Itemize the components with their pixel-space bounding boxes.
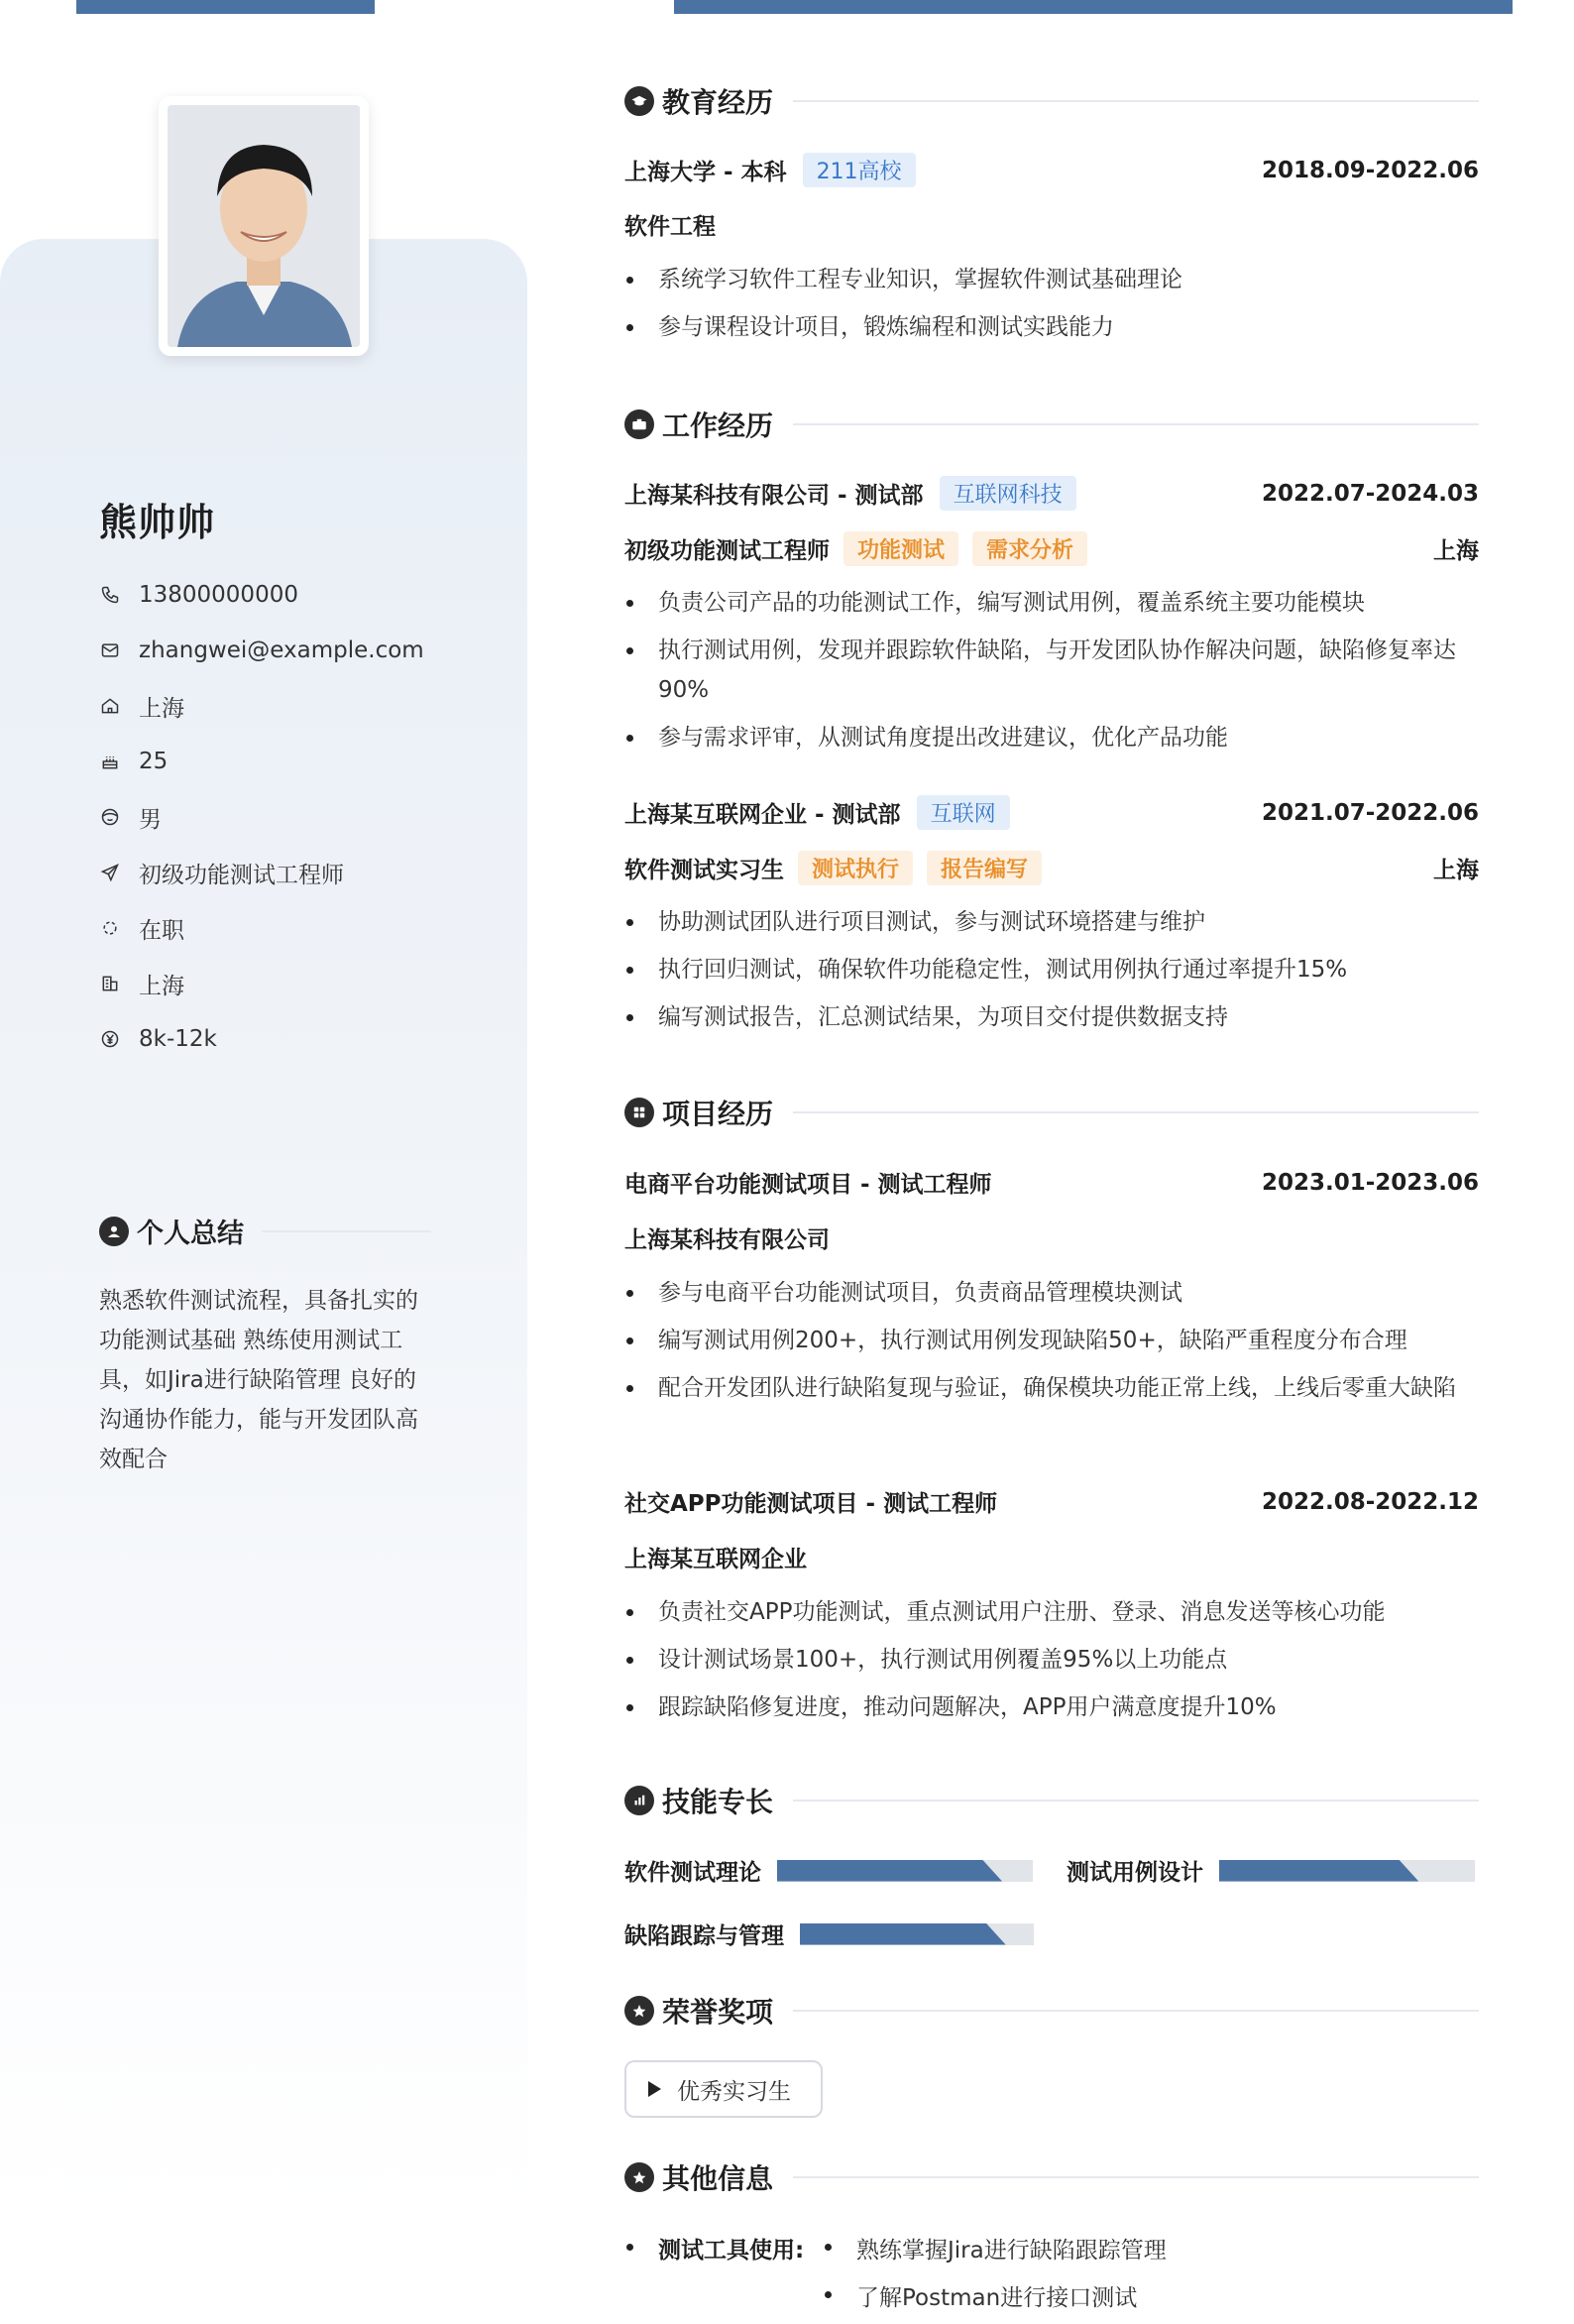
skill-item bbox=[1067, 1854, 1475, 1887]
work-title-text: 工作经历 bbox=[662, 409, 774, 442]
play-icon bbox=[648, 2081, 661, 2097]
list-item: 了解Postman进行接口测试 bbox=[823, 2274, 1167, 2322]
gender-text: 男 bbox=[139, 806, 162, 833]
job-role: 初级功能测试工程师 bbox=[624, 538, 830, 564]
list-item: 执行测试用例，发现并跟踪软件缺陷，与开发团队协作解决问题，缺陷修复率达90% bbox=[624, 631, 1479, 710]
list-item: 参与课程设计项目，锻炼编程和测试实践能力 bbox=[624, 307, 1479, 347]
age-text: 25 bbox=[139, 749, 169, 774]
award-item-button[interactable] bbox=[624, 2060, 823, 2118]
info-status bbox=[99, 900, 424, 956]
education-bullets bbox=[624, 260, 1479, 355]
work-section-title bbox=[624, 405, 1479, 444]
skill-tag: 功能测试 bbox=[843, 531, 958, 566]
skill-item bbox=[624, 1854, 1033, 1887]
status-icon bbox=[99, 917, 121, 939]
job-date: 2022.07-2024.03 bbox=[1261, 480, 1479, 507]
divider bbox=[793, 2176, 1479, 2178]
industry-tag: 互联网科技 bbox=[940, 476, 1076, 511]
education-major-row bbox=[624, 208, 1479, 241]
job-role-row bbox=[624, 851, 1479, 885]
project-company-row bbox=[624, 1541, 1479, 1573]
other-info bbox=[624, 2227, 1167, 2322]
honors-section-title bbox=[624, 1991, 1479, 2031]
building-icon bbox=[99, 973, 121, 994]
job-role-row bbox=[624, 531, 1479, 566]
info-location bbox=[99, 678, 424, 734]
skill-bar-fill bbox=[1219, 1860, 1418, 1882]
top-accent-bar-left bbox=[76, 0, 375, 14]
list-item: 设计测试场景100+，执行测试用例覆盖95%以上功能点 bbox=[624, 1640, 1479, 1680]
project-name: 电商平台功能测试项目 - 测试工程师 bbox=[624, 1172, 992, 1198]
list-item: 系统学习软件工程专业知识，掌握软件测试基础理论 bbox=[624, 260, 1479, 299]
skill-bar-fill bbox=[800, 1923, 1006, 1945]
cake-icon bbox=[99, 751, 121, 772]
phone-text: 13800000000 bbox=[139, 582, 298, 608]
skill-name: 缺陷跟踪与管理 bbox=[624, 1923, 784, 1949]
company-name: 上海某互联网企业 - 测试部 bbox=[624, 802, 901, 828]
info-email bbox=[99, 623, 424, 678]
projects-title-text: 项目经历 bbox=[662, 1098, 774, 1130]
info-gender bbox=[99, 789, 424, 845]
salary-text: 8k-12k bbox=[139, 1026, 217, 1052]
project-company: 上海某互联网企业 bbox=[624, 1547, 807, 1572]
school-tag: 211高校 bbox=[803, 153, 916, 187]
other-info-item bbox=[624, 2227, 1167, 2322]
projects-section-title bbox=[624, 1093, 1479, 1132]
position-text: 初级功能测试工程师 bbox=[139, 862, 344, 888]
status-text: 在职 bbox=[139, 917, 184, 944]
honors-title-text: 荣誉奖项 bbox=[662, 1996, 774, 2029]
job-bullets bbox=[624, 902, 1479, 1045]
candidate-name: 熊帅帅 bbox=[99, 501, 216, 544]
skill-bar-fill bbox=[777, 1860, 1002, 1882]
list-item: 编写测试报告，汇总测试结果，为项目交付提供数据支持 bbox=[624, 997, 1479, 1037]
user-icon bbox=[99, 1217, 129, 1246]
summary-title-text: 个人总结 bbox=[137, 1219, 244, 1249]
project-bullets bbox=[624, 1592, 1479, 1735]
profile-photo bbox=[168, 105, 360, 347]
skill-name: 测试用例设计 bbox=[1067, 1860, 1203, 1886]
industry-tag: 互联网 bbox=[917, 795, 1010, 830]
school-name: 上海大学 - 本科 bbox=[624, 160, 787, 185]
education-header bbox=[624, 153, 1479, 187]
skill-tag: 报告编写 bbox=[927, 851, 1042, 885]
award-label: 优秀实习生 bbox=[677, 2078, 791, 2105]
list-item: 编写测试用例200+，执行测试用例发现缺陷50+，缺陷严重程度分布合理 bbox=[624, 1321, 1479, 1360]
chart-icon bbox=[624, 1786, 654, 1815]
education-title-text: 教育经历 bbox=[662, 86, 774, 119]
list-item: 熟练掌握Jira进行缺陷跟踪管理 bbox=[823, 2227, 1167, 2274]
education-section-title bbox=[624, 81, 1479, 121]
home-icon bbox=[99, 695, 121, 717]
location-text: 上海 bbox=[139, 695, 184, 722]
list-item: 执行回归测试，确保软件功能稳定性，测试用例执行通过率提升15% bbox=[624, 950, 1479, 989]
project-date: 2022.08-2022.12 bbox=[1261, 1488, 1479, 1515]
divider bbox=[793, 2010, 1479, 2012]
other-info-values bbox=[823, 2227, 1167, 2322]
avatar-illustration bbox=[168, 105, 360, 347]
graduation-cap-icon bbox=[624, 86, 654, 116]
job-header bbox=[624, 476, 1479, 511]
divider bbox=[262, 1230, 431, 1232]
skill-bar bbox=[777, 1860, 1033, 1882]
major-name: 软件工程 bbox=[624, 214, 716, 240]
job-role: 软件测试实习生 bbox=[624, 858, 784, 883]
contact-info bbox=[99, 567, 424, 1067]
skill-tag: 测试执行 bbox=[798, 851, 913, 885]
phone-icon bbox=[99, 584, 121, 606]
email-text: zhangwei@example.com bbox=[139, 638, 424, 663]
yen-icon bbox=[99, 1028, 121, 1050]
job-city: 上海 bbox=[1433, 538, 1479, 564]
project-company: 上海某科技有限公司 bbox=[624, 1227, 830, 1253]
send-icon bbox=[99, 862, 121, 883]
profile-photo-frame bbox=[159, 96, 369, 356]
company-name: 上海某科技有限公司 - 测试部 bbox=[624, 483, 924, 509]
divider bbox=[793, 1800, 1479, 1801]
job-bullets bbox=[624, 583, 1479, 765]
award-icon bbox=[624, 1996, 654, 2026]
list-item: 配合开发团队进行缺陷复现与验证，确保模块功能正常上线，上线后零重大缺陷 bbox=[624, 1368, 1479, 1408]
job-city: 上海 bbox=[1433, 858, 1479, 883]
divider bbox=[793, 100, 1479, 102]
city-text: 上海 bbox=[139, 973, 184, 999]
info-city bbox=[99, 956, 424, 1011]
top-accent-bar-right bbox=[674, 0, 1513, 14]
other-title-text: 其他信息 bbox=[662, 2162, 774, 2195]
job-header bbox=[624, 795, 1479, 830]
skill-item bbox=[624, 1917, 1034, 1950]
project-company-row bbox=[624, 1221, 1479, 1254]
info-phone bbox=[99, 567, 424, 623]
skills-title-text: 技能专长 bbox=[662, 1786, 774, 1818]
info-salary bbox=[99, 1011, 424, 1067]
skill-name: 软件测试理论 bbox=[624, 1860, 761, 1886]
skill-tag: 需求分析 bbox=[972, 531, 1087, 566]
info-position bbox=[99, 845, 424, 900]
education-date: 2018.09-2022.06 bbox=[1261, 157, 1479, 183]
list-item: 跟踪缺陷修复进度，推动问题解决，APP用户满意度提升10% bbox=[624, 1687, 1479, 1727]
list-item: 参与需求评审，从测试角度提出改进建议，优化产品功能 bbox=[624, 718, 1479, 757]
skills-section-title bbox=[624, 1781, 1479, 1820]
list-item: 负责社交APP功能测试，重点测试用户注册、登录、消息发送等核心功能 bbox=[624, 1592, 1479, 1632]
skill-bar bbox=[800, 1923, 1034, 1945]
other-section-title bbox=[624, 2157, 1479, 2197]
summary-section-title bbox=[99, 1212, 431, 1250]
other-info-label: 测试工具使用: bbox=[624, 2227, 823, 2322]
project-name: 社交APP功能测试项目 - 测试工程师 bbox=[624, 1491, 998, 1517]
divider bbox=[793, 1111, 1479, 1113]
list-item: 参与电商平台功能测试项目，负责商品管理模块测试 bbox=[624, 1273, 1479, 1313]
project-date: 2023.01-2023.06 bbox=[1261, 1169, 1479, 1196]
skill-bar bbox=[1219, 1860, 1475, 1882]
face-icon bbox=[99, 806, 121, 828]
briefcase-icon bbox=[624, 409, 654, 439]
project-bullets bbox=[624, 1273, 1479, 1416]
summary-text: 熟悉软件测试流程，具备扎实的功能测试基础 熟练使用测试工具，如Jira进行缺陷管理 良好的沟通协作能力，能与开发团队高效配合 bbox=[99, 1288, 418, 1472]
project-header bbox=[624, 1166, 1479, 1199]
list-item: 协助测试团队进行项目测试，参与测试环境搭建与维护 bbox=[624, 902, 1479, 942]
divider bbox=[793, 423, 1479, 425]
project-header bbox=[624, 1485, 1479, 1518]
award-icon bbox=[624, 2162, 654, 2192]
job-date: 2021.07-2022.06 bbox=[1261, 799, 1479, 826]
list-item: 负责公司产品的功能测试工作，编写测试用例，覆盖系统主要功能模块 bbox=[624, 583, 1479, 623]
grid-icon bbox=[624, 1098, 654, 1127]
info-age bbox=[99, 734, 424, 789]
mail-icon bbox=[99, 639, 121, 661]
